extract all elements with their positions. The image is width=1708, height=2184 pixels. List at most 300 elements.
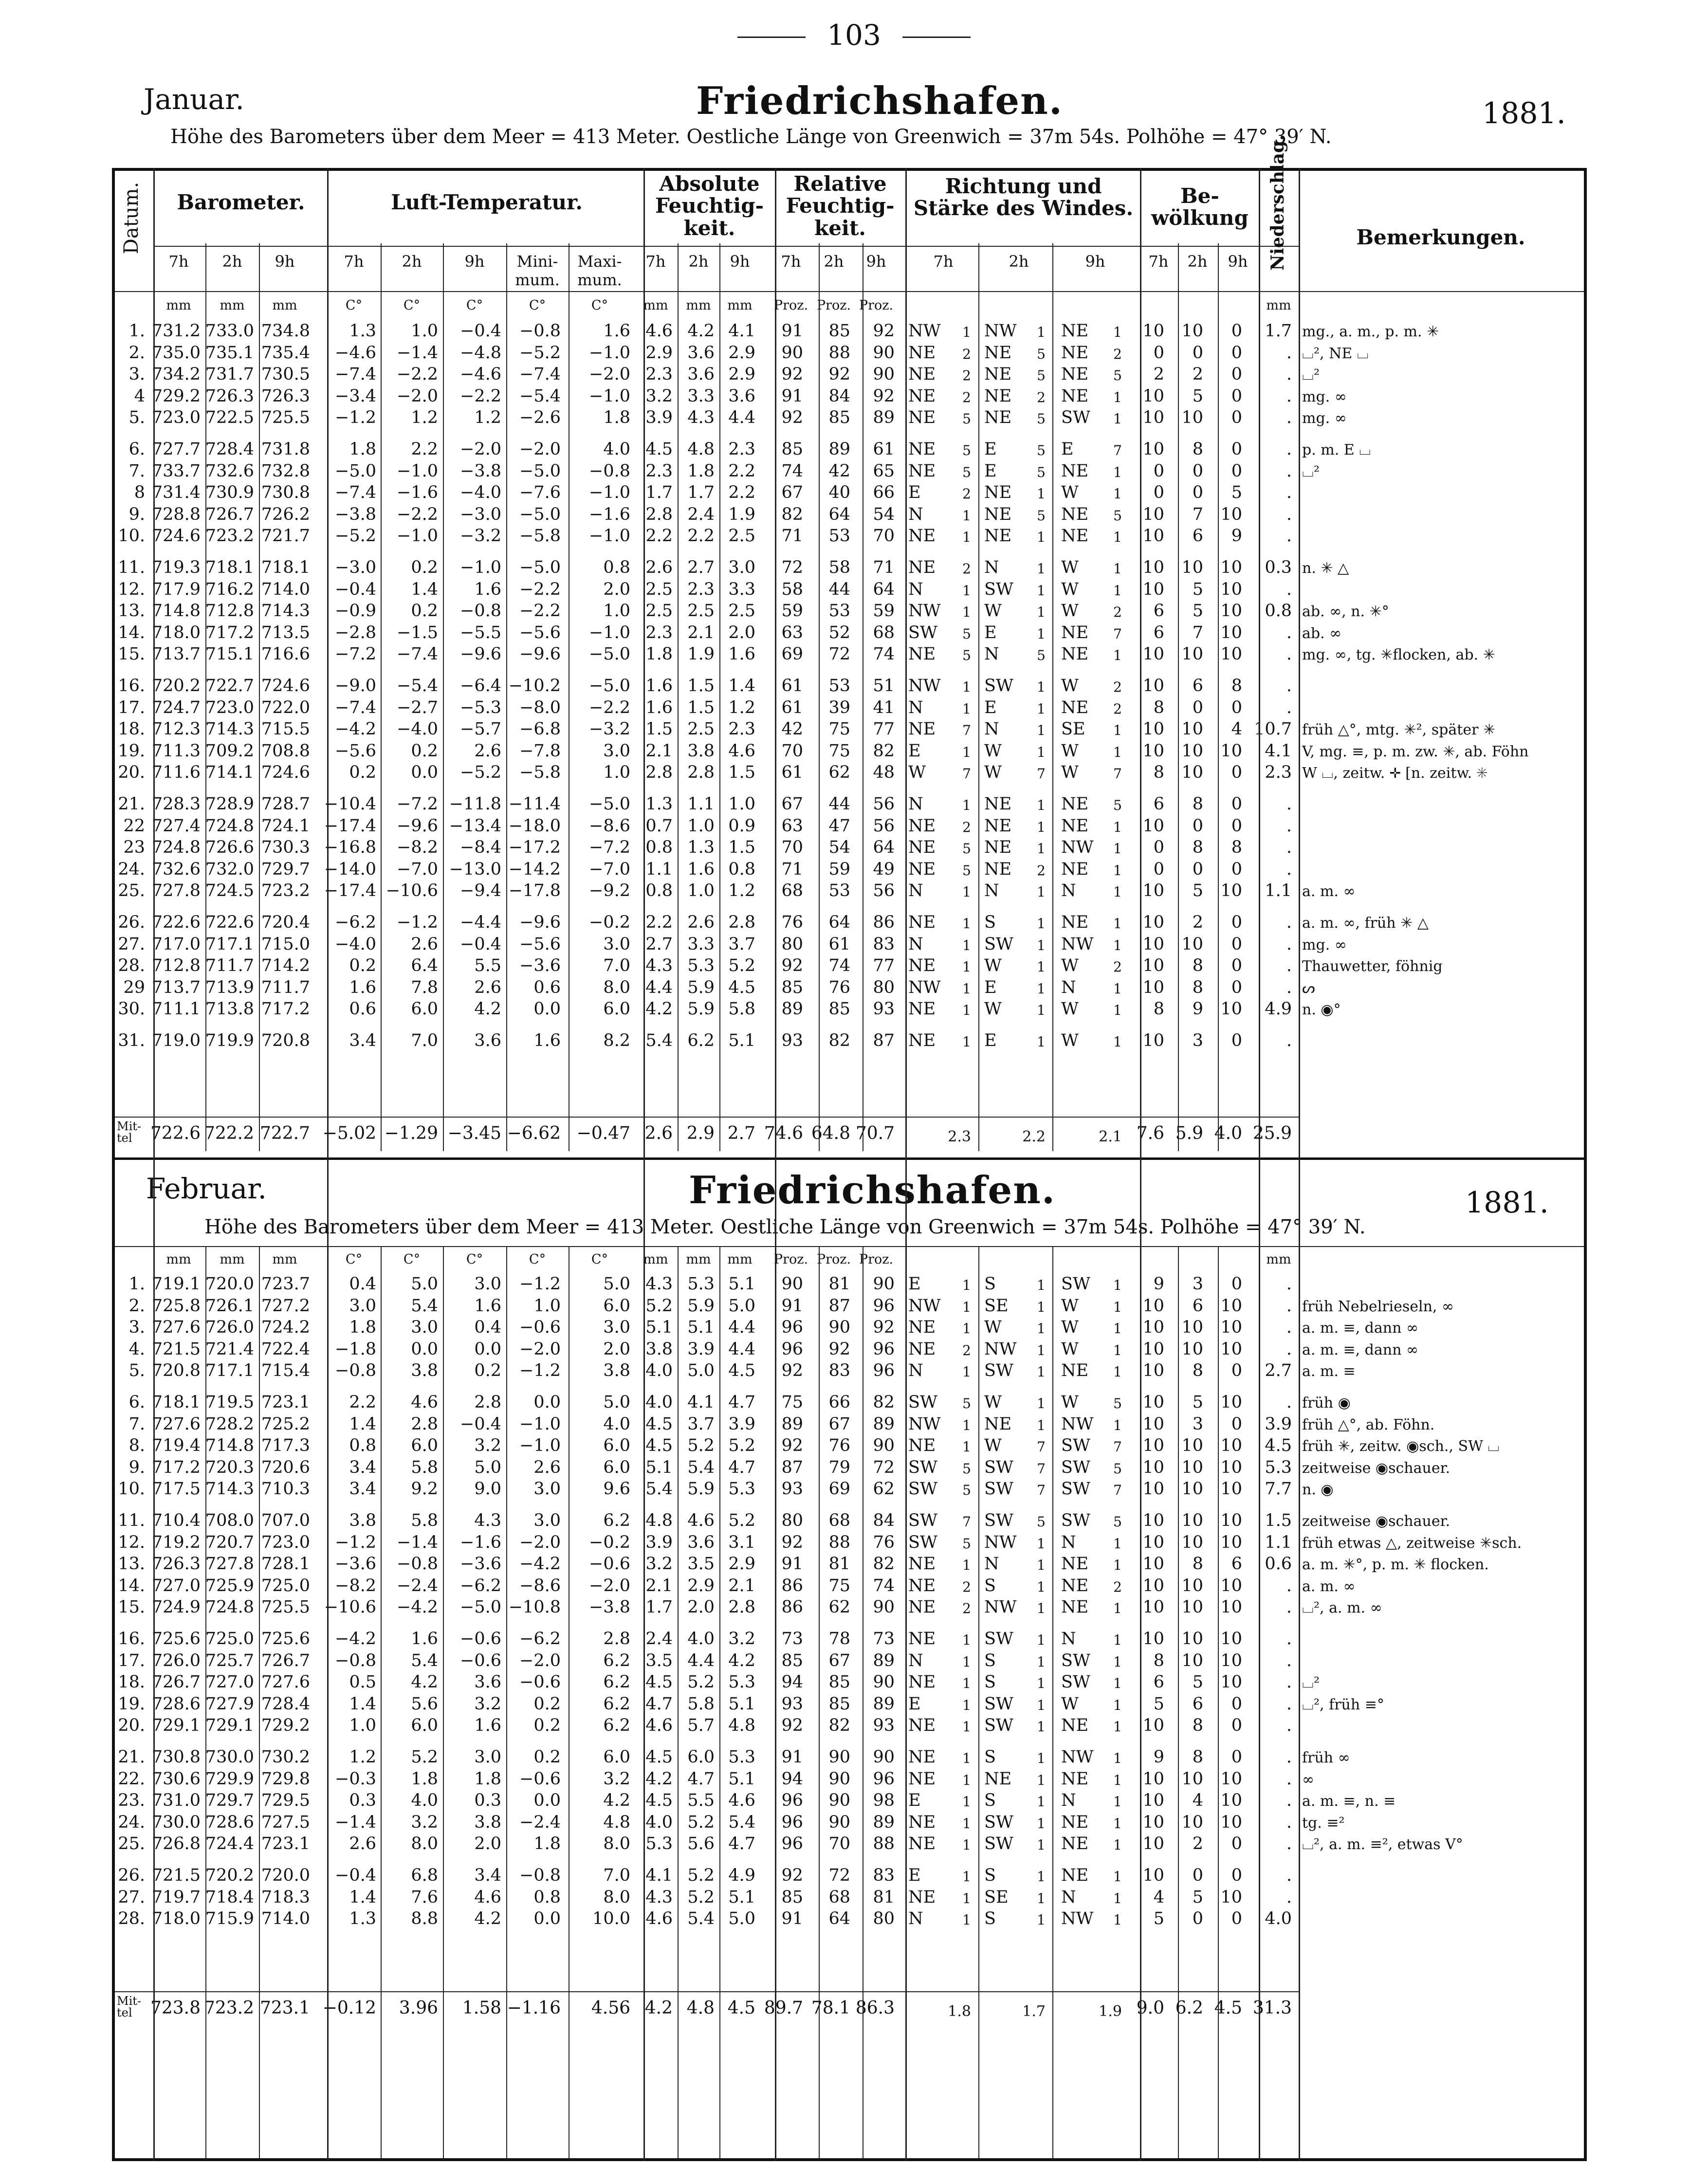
row-value: 714.2: [261, 956, 310, 976]
remark-text: zeitweise ◉schauer.: [1302, 1459, 1451, 1477]
row-date: 30.: [118, 999, 145, 1019]
wind-direction: N: [1061, 881, 1076, 901]
row-value: 2.9: [728, 365, 755, 385]
row-value: 735.0: [151, 343, 201, 363]
row-value: 81: [828, 1274, 850, 1294]
wind-direction: NE: [1061, 1812, 1089, 1832]
wind-force: 2: [962, 561, 971, 577]
wind-force: 1: [962, 980, 971, 997]
row-value: 6.2: [603, 1716, 630, 1736]
row-date: 24.: [118, 859, 145, 879]
wind-direction: NE: [984, 386, 1012, 406]
row-value: −4.0: [460, 483, 501, 503]
row-value: 720.2: [151, 676, 201, 696]
row-value: −3.0: [460, 504, 501, 524]
row-value: 6.0: [411, 1716, 438, 1736]
row-value: 724.5: [205, 881, 254, 901]
unit-label: mm: [686, 298, 711, 313]
row-value: 718.0: [151, 1909, 201, 1929]
wind-force: 1: [1037, 980, 1046, 997]
wind-force: 5: [1037, 346, 1046, 362]
column-subdivider: [381, 1246, 382, 2159]
row-value: 6.2: [603, 1672, 630, 1692]
row-value: 729.9: [205, 1769, 254, 1789]
row-value: 718.1: [205, 558, 254, 577]
row-value: −2.0: [589, 1576, 630, 1596]
row-value: 5.9: [687, 1296, 715, 1316]
row-value: 0.6: [533, 977, 561, 997]
wind-direction: NE: [908, 644, 936, 664]
row-value: 0.2: [533, 1747, 561, 1767]
wind-direction: S: [984, 913, 996, 932]
row-value: −2.0: [519, 440, 561, 459]
precip-value: .: [1286, 859, 1292, 879]
row-value: 720.0: [261, 1866, 310, 1885]
wind-force: 2: [962, 1342, 971, 1358]
cloud-value: 3: [1192, 1274, 1203, 1294]
row-date: 25.: [118, 881, 145, 901]
row-value: −5.8: [519, 763, 561, 783]
row-value: 92: [781, 1532, 803, 1552]
row-value: 90: [873, 365, 895, 385]
row-value: 1.0: [411, 321, 438, 341]
precip-value: .: [1286, 1393, 1292, 1412]
cloud-value: 0: [1192, 343, 1203, 363]
cloud-value: 10: [1181, 1812, 1203, 1832]
row-value: 2.6: [533, 1457, 561, 1477]
row-value: 720.8: [261, 1031, 310, 1050]
cloud-value: 5: [1192, 1887, 1203, 1907]
cloud-value: 0: [1192, 461, 1203, 481]
row-value: 0.9: [728, 816, 755, 836]
mean-value: −6.62: [507, 1123, 561, 1143]
row-value: 2.2: [645, 913, 673, 932]
wind-force: 5: [1037, 647, 1046, 664]
row-value: −5.3: [460, 697, 501, 717]
cloud-value: 10: [1220, 601, 1242, 621]
row-value: 1.6: [603, 321, 630, 341]
column-subdivider: [443, 1246, 444, 2159]
row-value: 9.6: [603, 1479, 630, 1499]
wind-direction: NE: [908, 1769, 936, 1789]
row-value: 4.5: [645, 1791, 673, 1811]
row-date: 9.: [129, 504, 145, 524]
wind-force: 1: [1113, 916, 1122, 932]
remark-text: ⌴², NE ⌴: [1302, 345, 1369, 362]
wind-direction: W: [1061, 1694, 1079, 1714]
row-value: 722.0: [261, 697, 310, 717]
wind-force: 1: [1113, 841, 1122, 857]
row-value: 8.0: [411, 1834, 438, 1854]
wind-direction: SW: [908, 1479, 937, 1499]
cloud-value: 0: [1153, 838, 1164, 858]
row-value: 0.4: [474, 1318, 501, 1338]
row-value: 726.7: [151, 1672, 201, 1692]
table-row: [0, 1393, 1708, 1414]
row-value: 80: [873, 1909, 895, 1929]
cloud-value: 10: [1142, 1769, 1164, 1789]
cloud-value: 0: [1192, 483, 1203, 503]
row-value: 2.8: [474, 1393, 501, 1412]
cloud-value: 8: [1153, 999, 1164, 1019]
wind-force: 7: [1037, 1439, 1046, 1455]
wind-force: 1: [1113, 1034, 1122, 1050]
row-value: −5.0: [460, 1597, 501, 1617]
row-value: 1.5: [728, 763, 755, 783]
wind-force: 2: [962, 819, 971, 835]
table-row: [0, 698, 1708, 719]
row-value: 727.6: [151, 1318, 201, 1338]
wind-force: 1: [1037, 744, 1046, 760]
row-value: 717.0: [151, 934, 201, 954]
cloud-value: 10: [1181, 934, 1203, 954]
subheader-cell: 2h: [688, 252, 709, 271]
wind-direction: NE: [1061, 623, 1089, 642]
row-value: 0.2: [474, 1361, 501, 1381]
remark-text: früh ◉: [1302, 1395, 1351, 1412]
mean-label: Mit- tel: [117, 1994, 142, 2019]
row-value: 727.8: [151, 881, 201, 901]
table-row: [0, 1672, 1708, 1694]
row-value: −7.0: [589, 859, 630, 879]
row-value: 0.7: [645, 816, 673, 836]
precip-value: 1.1: [1265, 1532, 1292, 1552]
row-value: 91: [781, 321, 803, 341]
remark-text: mg. ∞: [1302, 388, 1347, 405]
wind-force: 5: [1037, 367, 1046, 384]
row-value: 80: [781, 934, 803, 954]
cloud-value: 0: [1231, 321, 1242, 341]
row-value: 1.0: [687, 816, 715, 836]
wind-force: 7: [962, 1514, 971, 1530]
row-value: 90: [781, 1274, 803, 1294]
wind-force: 1: [1037, 1600, 1046, 1617]
row-value: 0.3: [349, 1791, 376, 1811]
column-subdivider: [978, 1246, 979, 2159]
mean-value: −1.29: [384, 1123, 438, 1143]
table-row: [0, 1554, 1708, 1576]
row-value: 2.7: [645, 934, 673, 954]
cloud-value: 10: [1220, 1812, 1242, 1832]
row-value: 3.4: [474, 1866, 501, 1885]
row-value: 730.9: [205, 483, 254, 503]
row-value: 722.5: [205, 408, 254, 428]
cloud-value: 10: [1220, 1597, 1242, 1617]
row-value: −3.2: [589, 719, 630, 739]
row-value: −8.2: [335, 1576, 376, 1596]
unit-label: Proz.: [859, 298, 894, 313]
cloud-value: 5: [1192, 386, 1203, 406]
row-value: 1.4: [349, 1694, 376, 1714]
wind-force: 1: [1037, 1321, 1046, 1337]
row-date: 21.: [118, 794, 145, 814]
table-row: [0, 1769, 1708, 1791]
row-value: 708.0: [205, 1511, 254, 1530]
row-value: −17.8: [508, 881, 561, 901]
wind-force: 1: [1113, 744, 1122, 760]
wind-force: 1: [962, 679, 971, 695]
wind-force: 5: [1113, 1514, 1122, 1530]
cloud-value: 5: [1192, 1393, 1203, 1412]
row-value: 724.4: [205, 1834, 254, 1854]
unit-label: mm: [272, 298, 297, 313]
row-value: 8.0: [603, 1887, 630, 1907]
cloud-value: 4: [1153, 1887, 1164, 1907]
row-value: 5.1: [728, 1274, 755, 1294]
wind-direction: NE: [908, 956, 936, 976]
column-subdivider: [259, 1246, 260, 2159]
cloud-value: 0: [1231, 1031, 1242, 1050]
cloud-value: 10: [1142, 1031, 1164, 1050]
row-value: 5.2: [687, 1436, 715, 1456]
row-value: 84: [828, 386, 850, 406]
row-value: 4.5: [645, 1747, 673, 1767]
mean-value: 3.96: [399, 1998, 438, 2018]
row-value: 1.7: [645, 483, 673, 503]
row-date: 14.: [118, 1576, 145, 1596]
wind-force: 1: [1113, 1772, 1122, 1788]
row-date: 11.: [118, 1511, 145, 1530]
wind-direction: SW: [984, 1812, 1013, 1832]
wind-direction: NE: [984, 504, 1012, 524]
row-value: 5.7: [687, 1716, 715, 1736]
table-row: [0, 1511, 1708, 1532]
cloud-value: 10: [1220, 1887, 1242, 1907]
row-value: 4.8: [728, 1716, 755, 1736]
row-value: 2.6: [687, 913, 715, 932]
row-value: 4.0: [645, 1393, 673, 1412]
row-value: 7.8: [411, 977, 438, 997]
cloud-value: 2: [1192, 1834, 1203, 1854]
wind-direction: N: [984, 719, 999, 739]
wind-direction: SW: [1061, 1436, 1090, 1456]
row-value: −0.8: [397, 1554, 438, 1574]
row-value: 90: [828, 1791, 850, 1811]
row-value: 93: [873, 1716, 895, 1736]
cloud-value: 10: [1181, 1318, 1203, 1338]
wind-direction: W: [1061, 558, 1079, 577]
cloud-value: 0: [1231, 1909, 1242, 1929]
row-value: 70: [781, 838, 803, 858]
row-value: −0.3: [335, 1769, 376, 1789]
precip-value: .: [1286, 461, 1292, 481]
row-value: −6.8: [519, 719, 561, 739]
row-value: 2.8: [411, 1414, 438, 1434]
cloud-value: 10: [1220, 1672, 1242, 1692]
row-value: 90: [828, 1318, 850, 1338]
wind-force: 1: [1037, 1299, 1046, 1315]
row-value: 5.9: [687, 977, 715, 997]
row-value: 3.4: [349, 1479, 376, 1499]
row-value: −1.2: [519, 1361, 561, 1381]
wind-direction: SW: [1061, 1511, 1090, 1530]
mean-cloud: 7.6: [1136, 1123, 1164, 1143]
row-value: 720.0: [205, 1274, 254, 1294]
row-value: 80: [781, 1511, 803, 1530]
wind-direction: SW: [984, 1716, 1013, 1736]
row-value: 714.1: [205, 763, 254, 783]
row-value: −7.4: [397, 644, 438, 664]
remark-text: n. ✳ △: [1302, 560, 1349, 577]
cloud-value: 10: [1181, 1576, 1203, 1596]
row-value: 730.3: [261, 838, 310, 858]
row-value: −3.2: [460, 526, 501, 546]
row-value: 2.5: [687, 719, 715, 739]
row-value: 730.2: [261, 1747, 310, 1767]
wind-direction: NE: [908, 558, 936, 577]
subheader-top-line: [153, 246, 1299, 247]
row-value: −0.4: [460, 934, 501, 954]
row-value: −8.0: [519, 697, 561, 717]
row-value: 6.0: [687, 1747, 715, 1767]
row-value: 2.2: [349, 1393, 376, 1412]
unit-label: mm: [272, 1252, 297, 1267]
row-value: 6.2: [603, 1694, 630, 1714]
row-value: 720.8: [151, 1361, 201, 1381]
row-value: 3.8: [687, 741, 715, 761]
wind-direction: NE: [908, 913, 936, 932]
row-value: 724.8: [205, 816, 254, 836]
wind-direction: W: [1061, 1393, 1079, 1412]
wind-direction: NW: [1061, 838, 1094, 858]
mean-wind: 2.3: [948, 1128, 971, 1145]
wind-force: 5: [962, 625, 971, 642]
row-value: 8.0: [603, 977, 630, 997]
row-date: 6.: [129, 1393, 145, 1412]
row-value: −7.4: [335, 365, 376, 385]
row-value: 728.4: [261, 1694, 310, 1714]
row-value: −7.2: [397, 794, 438, 814]
cloud-value: 10: [1220, 579, 1242, 599]
row-value: 53: [828, 601, 850, 621]
row-value: 3.0: [603, 1318, 630, 1338]
wind-force: 1: [962, 1557, 971, 1574]
unit-label: C°: [591, 298, 608, 313]
cloud-value: 6: [1192, 676, 1203, 696]
precip-value: 4.0: [1265, 1909, 1292, 1929]
row-date: 22.: [118, 1769, 145, 1789]
cloud-value: 10: [1220, 1457, 1242, 1477]
wind-force: 5: [962, 411, 971, 427]
cloud-value: 10: [1220, 1532, 1242, 1552]
wind-direction: NE: [1061, 365, 1089, 385]
wind-direction: N: [984, 558, 999, 577]
cloud-value: 5: [1231, 483, 1242, 503]
remark-text: n. ◉: [1302, 1481, 1334, 1499]
row-value: 4.3: [474, 1511, 501, 1530]
row-date: 18.: [118, 719, 145, 739]
row-value: 70: [781, 741, 803, 761]
wind-force: 5: [1113, 797, 1122, 813]
row-value: 723.0: [261, 1532, 310, 1552]
row-value: −2.4: [397, 1576, 438, 1596]
cloud-value: 10: [1142, 644, 1164, 664]
cloud-value: 10: [1142, 504, 1164, 524]
row-value: −0.2: [589, 1532, 630, 1552]
row-value: 87: [781, 1457, 803, 1477]
header-datum: Datum.: [120, 182, 143, 255]
cloud-value: 5: [1192, 579, 1203, 599]
row-value: 0.2: [533, 1716, 561, 1736]
wind-direction: W: [984, 1436, 1002, 1456]
wind-force: 5: [1037, 411, 1046, 427]
row-value: 1.6: [687, 859, 715, 879]
precip-value: 4.5: [1265, 1436, 1292, 1456]
remark-text: ⌴², früh ≡°: [1302, 1696, 1384, 1713]
row-value: 3.6: [474, 1031, 501, 1050]
cloud-value: 10: [1220, 1479, 1242, 1499]
row-value: −10.6: [386, 881, 438, 901]
row-value: 91: [781, 1747, 803, 1767]
row-value: 1.5: [687, 676, 715, 696]
row-value: 4.5: [645, 1414, 673, 1434]
row-value: −2.4: [519, 1812, 561, 1832]
row-value: −5.6: [335, 741, 376, 761]
wind-direction: NE: [984, 1414, 1012, 1434]
table-row: [0, 956, 1708, 977]
subheader-cell: 7h: [645, 252, 666, 271]
row-date: 18.: [118, 1672, 145, 1692]
column-subdivider: [1218, 1246, 1219, 2159]
row-value: 1.2: [474, 408, 501, 428]
wind-force: 1: [1037, 1578, 1046, 1595]
column-subdivider: [381, 243, 382, 1151]
wind-force: 1: [1037, 722, 1046, 739]
cloud-value: 0: [1231, 763, 1242, 783]
precip-value: .: [1286, 365, 1292, 385]
row-value: 718.1: [151, 1393, 201, 1412]
wind-direction: NE: [908, 408, 936, 428]
wind-direction: NE: [1061, 461, 1089, 481]
cloud-value: 10: [1220, 623, 1242, 642]
wind-direction: NE: [984, 408, 1012, 428]
row-value: 2.4: [645, 1629, 673, 1649]
wind-direction: S: [984, 1651, 996, 1670]
wind-force: 1: [1113, 1697, 1122, 1713]
row-value: 0.8: [603, 558, 630, 577]
row-value: 715.0: [261, 934, 310, 954]
wind-force: 7: [962, 722, 971, 739]
wind-force: 1: [962, 700, 971, 717]
row-value: 83: [828, 1361, 850, 1381]
row-value: −7.0: [397, 859, 438, 879]
row-value: 727.0: [151, 1576, 201, 1596]
cloud-value: 0: [1231, 1716, 1242, 1736]
cloud-value: 0: [1231, 977, 1242, 997]
cloud-value: 10: [1220, 1651, 1242, 1670]
row-value: 731.2: [151, 321, 201, 341]
table-row: [0, 1597, 1708, 1619]
wind-direction: SE: [1061, 719, 1085, 739]
wind-force: 1: [1113, 1632, 1122, 1648]
cloud-value: 10: [1220, 504, 1242, 524]
row-value: 80: [873, 977, 895, 997]
row-value: 3.2: [474, 1694, 501, 1714]
row-value: −14.0: [324, 859, 376, 879]
row-value: −1.4: [397, 343, 438, 363]
wind-force: 1: [1113, 1321, 1122, 1337]
row-value: 721.5: [151, 1866, 201, 1885]
remark-text: a. m. ∞, früh ✳ △: [1302, 915, 1429, 932]
row-value: 714.0: [261, 579, 310, 599]
row-value: −5.0: [519, 558, 561, 577]
row-value: −2.2: [589, 697, 630, 717]
precip-value: 1.5: [1265, 1511, 1292, 1530]
cloud-value: 10: [1142, 934, 1164, 954]
row-value: 2.3: [687, 579, 715, 599]
row-value: 5.1: [728, 1769, 755, 1789]
wind-direction: S: [984, 1672, 996, 1692]
